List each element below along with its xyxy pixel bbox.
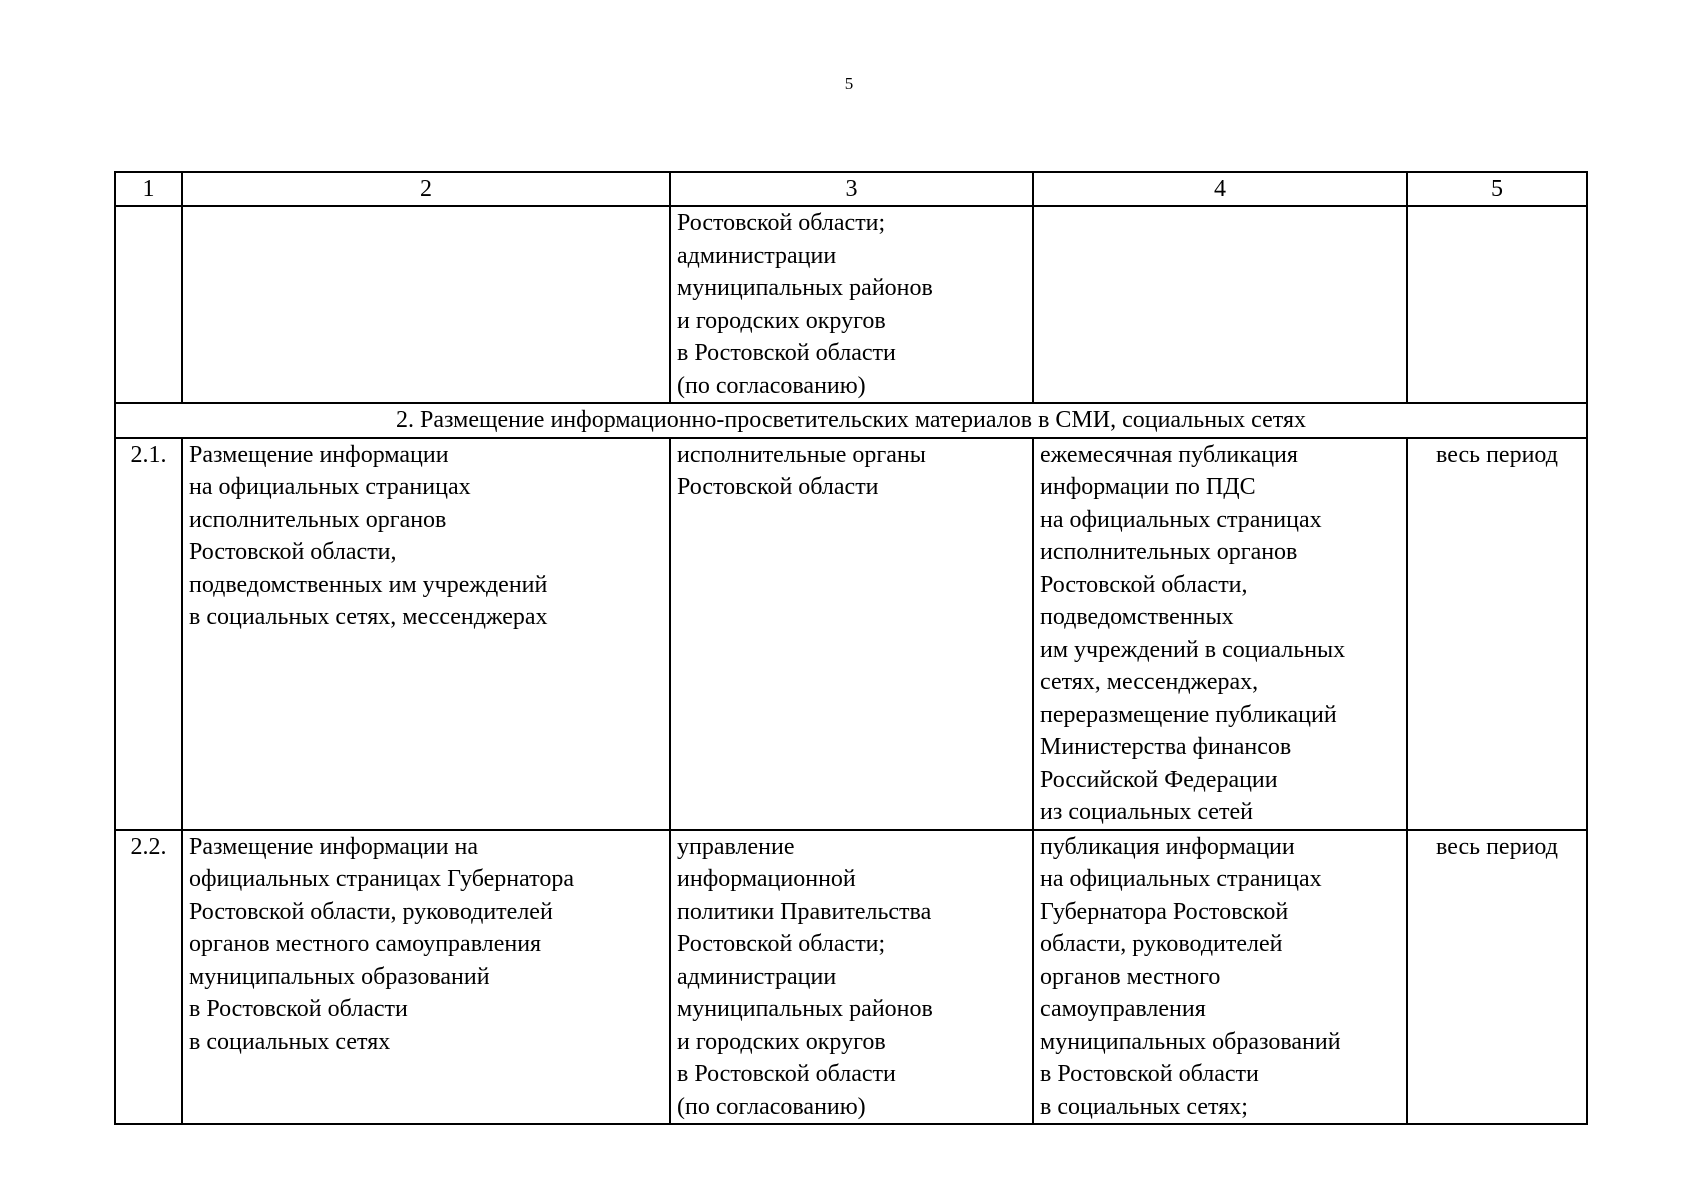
plan-table <box>114 171 1588 1125</box>
row-action: Размещение информации на официальных страницах Губернатора Ростовской области, руководителей органов местного самоуправления муниципальных образований в Ростовской области в социальных сетях <box>182 830 670 1125</box>
row-action <box>182 206 670 403</box>
header-col-1: 1 <box>115 172 182 206</box>
row-responsible: управление информационной политики Правительства Ростовской области; администрации муниципальных районов и городских округов в Ростовской области (по согласованию) <box>670 830 1033 1125</box>
row-result: публикация информации на официальных страницах Губернатора Ростовской области, руководителей органов местного самоуправления муниципальных образований в Ростовской области в социальных сетях; <box>1033 830 1407 1125</box>
row-term: весь период <box>1407 438 1587 830</box>
section-title: 2. Размещение информационно-просветительских материалов в СМИ, социальных сетях <box>115 403 1587 438</box>
table-row <box>115 830 1587 1125</box>
table-row <box>115 438 1587 830</box>
table-header-row <box>115 172 1587 206</box>
row-number: 2.1. <box>115 438 182 830</box>
table-row-continuation <box>115 206 1587 403</box>
row-term <box>1407 206 1587 403</box>
row-number <box>115 206 182 403</box>
page-number: 5 <box>844 74 854 93</box>
section-heading-row <box>115 403 1587 438</box>
header-col-5: 5 <box>1407 172 1587 206</box>
row-responsible: исполнительные органы Ростовской области <box>670 438 1033 830</box>
row-number: 2.2. <box>115 830 182 1125</box>
header-col-4: 4 <box>1033 172 1407 206</box>
row-term: весь период <box>1407 830 1587 1125</box>
row-result <box>1033 206 1407 403</box>
row-action: Размещение информации на официальных страницах исполнительных органов Ростовской области, подведомственных им учреждений в социальных сетях, мессенджерах <box>182 438 670 830</box>
row-result: ежемесячная публикация информации по ПДС на официальных страницах исполнительных органов Ростовской области, подведомственных им учреждений в социальных сетях, мессенджерах, переразмещение публикаций Министерства финансов Российской Федерации из социальных сетей <box>1033 438 1407 830</box>
header-col-2: 2 <box>182 172 670 206</box>
header-col-3: 3 <box>670 172 1033 206</box>
row-responsible: Ростовской области; администрации муниципальных районов и городских округов в Ростовской области (по согласованию) <box>670 206 1033 403</box>
